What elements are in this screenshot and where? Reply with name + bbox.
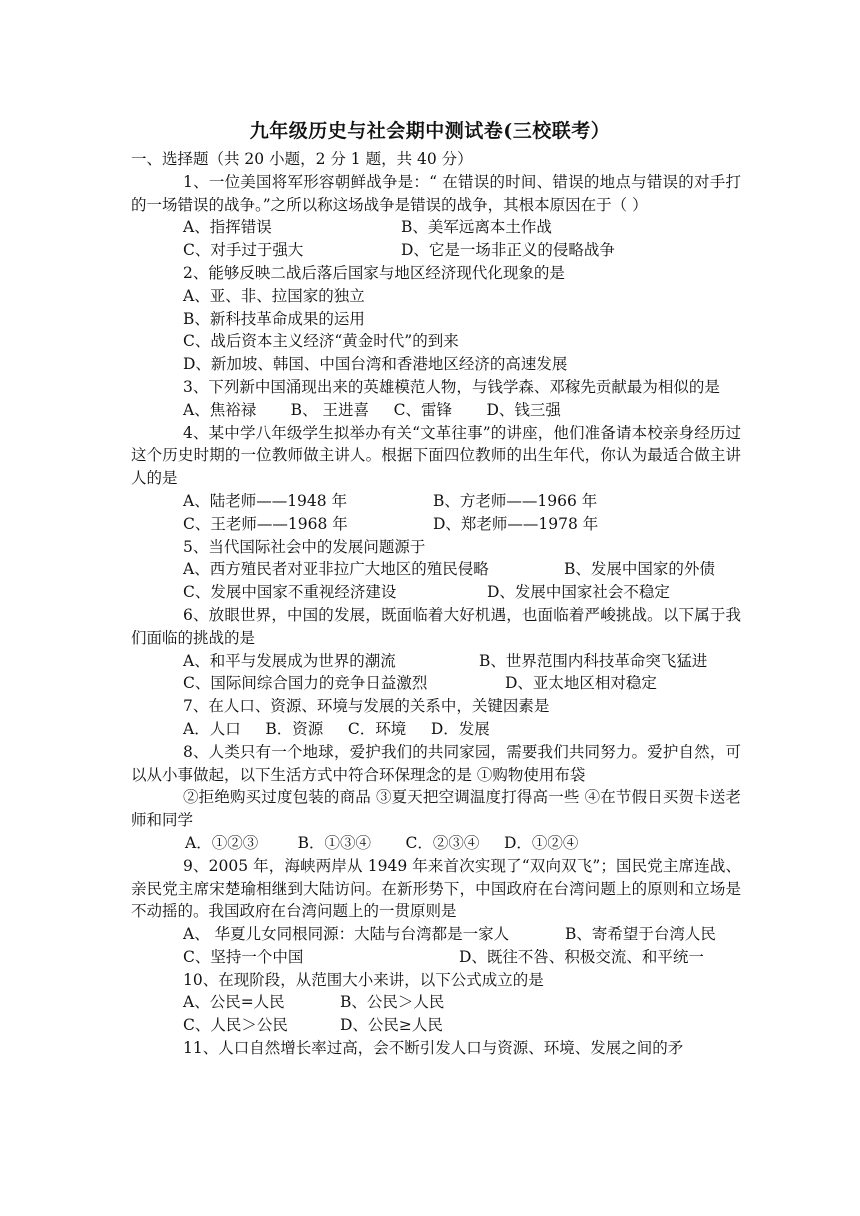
exam-content: [131, 148, 741, 1060]
question-10-options-row1: [131, 991, 741, 1014]
page-title: 九年级历史与社会期中测试卷(三校联考）: [249, 120, 611, 142]
question-4-options-row1: [131, 490, 741, 513]
question-2-stem: 2、能够反映二战后落后国家与地区经济现代化现象的是: [183, 263, 565, 282]
question-5-option-b: B、发展中国家的外债: [564, 560, 715, 579]
question-5-option-a: A、西方殖民者对亚非拉广大地区的殖民侵略: [183, 560, 489, 579]
question-9-option-c: C、坚持一个中国: [183, 947, 304, 966]
question-1-option-b: B、美军远离本土作战: [401, 218, 552, 237]
question-6-option-d: D、亚太地区相对稳定: [505, 674, 657, 693]
question-10-options-row2: [131, 1014, 741, 1037]
question-1-option-d: D、它是一场非正义的侵略战争: [401, 241, 615, 260]
question-3-options: A、焦裕禄 B、 王进喜 C、雷锋 D、钱三强: [183, 400, 561, 419]
question-2-option-a: A、亚、非、拉国家的独立: [183, 286, 365, 305]
question-4-option-b: B、方老师——1966 年: [433, 491, 598, 510]
question-2-option-d: D、新加坡、韩国、中国台湾和香港地区经济的高速发展: [183, 355, 568, 374]
question-7-stem: 7、在人口、资源、环境与发展的关系中，关键因素是: [183, 697, 550, 716]
question-9-stem: 9、2005 年，海峡两岸从 1949 年来首次实现了“双向双飞”；国民党主席连战、亲民党主席宋楚瑜相继到大陆访问。在新形势下，中国政府在台湾问题上的原则和立场是不动摇的。我国政府在台湾问题上的一贯原则是: [131, 856, 741, 921]
question-9-option-d: D、既往不咎、积极交流、和平统一: [459, 947, 704, 966]
question-1-stem: 1、一位美国将军形容朝鲜战争是：“ 在错误的时间、错误的地点与错误的对手打的一场错误的战争。”之所以称这场战争是错误的战争，其根本原因在于（ ）: [131, 172, 741, 214]
question-4-option-c: C、王老师——1968 年: [183, 514, 348, 533]
question-3-stem: 3、下列新中国涌现出来的英雄模范人物，与钱学森、邓稼先贡献最为相似的是: [183, 377, 720, 396]
question-6-options-row1: [131, 650, 741, 673]
question-4-options-row2: [131, 513, 741, 536]
question-2-option-b: B、新科技革命成果的运用: [183, 309, 365, 328]
question-10-option-d: D、公民≥人民: [340, 1016, 443, 1035]
question-5-option-d: D、发展中国家社会不稳定: [487, 583, 670, 602]
question-6-stem: 6、放眼世界，中国的发展，既面临着大好机遇，也面临着严峻挑战。以下属于我们面临的挑战的是: [131, 605, 741, 647]
question-5-options-row1: [131, 558, 741, 581]
section-heading: 一、选择题（共 20 小题，2 分 1 题，共 40 分）: [131, 150, 473, 168]
question-10-option-c: C、人民＞公民: [183, 1016, 288, 1035]
question-7-options: A．人口 B．资源 C．环境 D．发展: [183, 719, 490, 738]
question-5-option-c: C、发展中国家不重视经济建设: [183, 583, 397, 602]
question-1-options-row2: [131, 239, 741, 262]
question-5-stem: 5、当代国际社会中的发展问题源于: [183, 537, 426, 556]
question-10-option-a: A、公民=人民: [183, 993, 285, 1012]
question-9-option-a: A、 华夏儿女同根同源：大陆与台湾都是一家人: [183, 925, 510, 944]
question-6-option-c: C、国际间综合国力的竞争日益激烈: [183, 674, 428, 693]
question-9-options-row1: [131, 923, 741, 946]
question-6-option-a: A、和平与发展成为世界的潮流: [183, 651, 396, 670]
question-2-option-c: C、战后资本主义经济“黄金时代”的到来: [183, 332, 459, 351]
question-5-options-row2: [131, 581, 741, 604]
question-10-option-b: B、公民＞人民: [340, 993, 445, 1012]
question-10-stem: 10、在现阶段，从范围大小来讲，以下公式成立的是: [183, 970, 544, 989]
question-1-option-a: A、指挥错误: [183, 218, 272, 237]
question-1-option-c: C、对手过于强大: [183, 241, 304, 260]
question-6-option-b: B、世界范围内科技革命突飞猛进: [479, 651, 708, 670]
question-6-options-row2: [131, 672, 741, 695]
question-11-stem: 11、人口自然增长率过高，会不断引发人口与资源、环境、发展之间的矛: [183, 1039, 684, 1058]
question-9-options-row2: [131, 946, 741, 969]
question-8-options: A．①②③ B．①③④ C．②③④ D．①②④: [185, 833, 579, 852]
question-4-option-d: D、郑老师——1978 年: [433, 514, 599, 533]
question-4-stem: 4、某中学八年级学生拟举办有关“文革往事”的讲座，他们准备请本校亲身经历过这个历史时期的一位教师做主讲人。根据下面四位教师的出生年代，你认为最适合做主讲人的是: [131, 423, 741, 488]
question-8-stem: 8、人类只有一个地球，爱护我们的共同家园，需要我们共同努力。爱护自然，可以从小事做起，以下生活方式中符合环保理念的是 ①购物使用布袋: [131, 742, 741, 784]
question-1-options-row1: [131, 216, 741, 239]
question-8-stem-continued: ②拒绝购买过度包装的商品 ③夏天把空调温度打得高一些 ④在节假日买贺卡送老师和同学: [131, 788, 741, 830]
question-9-option-b: B、寄希望于台湾人民: [565, 925, 716, 944]
question-4-option-a: A、陆老师——1948 年: [183, 491, 348, 510]
